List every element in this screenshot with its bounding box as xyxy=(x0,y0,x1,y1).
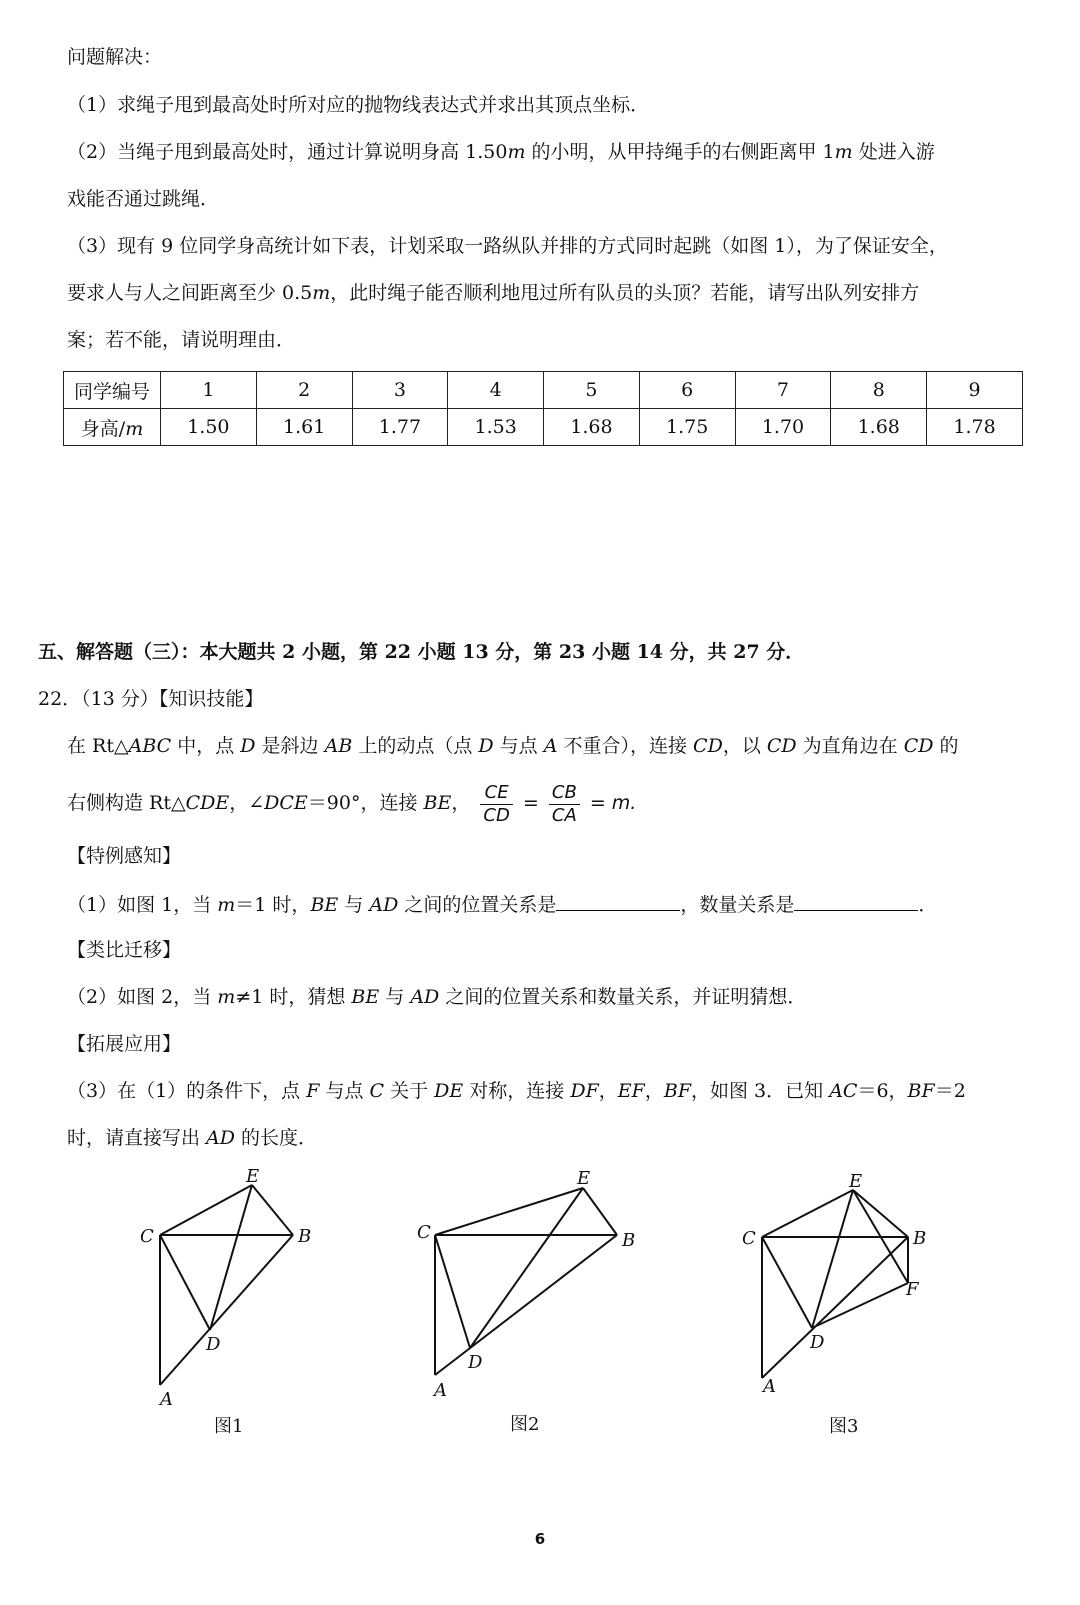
text-run: 为直角边在 xyxy=(796,735,904,757)
table-cell: 1.68 xyxy=(544,409,640,446)
segment-cd xyxy=(160,1235,210,1330)
analogy-title: 【类比迁移】 xyxy=(67,939,182,961)
text-run: 与 xyxy=(379,986,411,1008)
segment-ce xyxy=(435,1188,583,1235)
segment-ab xyxy=(435,1235,617,1375)
text-run: ， xyxy=(644,1080,664,1102)
text-run: 的长度． xyxy=(235,1127,318,1149)
label-a: A xyxy=(434,1380,447,1401)
question-2-line1: （2）当绳子甩到最高处时，通过计算说明身高 1.50m 的小明，从甲持绳手的右侧距离甲 1m 处进入游 xyxy=(67,141,935,163)
math-symbol: CD xyxy=(903,735,934,757)
label-e: E xyxy=(849,1171,863,1192)
label-a: A xyxy=(160,1389,173,1410)
math-symbol: ABC xyxy=(128,735,172,757)
text-run: 是斜边 xyxy=(255,735,325,757)
label-a: A xyxy=(763,1376,776,1397)
segment-ab xyxy=(160,1235,293,1385)
math-symbol: AD xyxy=(206,1127,236,1149)
figure-2 xyxy=(435,1188,617,1375)
answer-blank-1 xyxy=(556,890,680,911)
text-run: ≠1 时，猜想 xyxy=(235,986,352,1008)
table-header-label: 同学编号 xyxy=(64,372,161,409)
label-d: D xyxy=(810,1332,825,1353)
text-run: ，如图 3．已知 xyxy=(691,1080,830,1102)
answer-blank-2 xyxy=(794,890,918,911)
problem-solving-heading: 问题解决： xyxy=(67,46,163,68)
table-cell: 1.53 xyxy=(448,409,544,446)
figures xyxy=(0,1160,1080,1460)
text-run: 与点 xyxy=(319,1080,370,1102)
table-cell: 3 xyxy=(352,372,448,409)
math-symbol: BF xyxy=(663,1080,692,1102)
math-symbol: A xyxy=(543,735,558,757)
text-run: ＝1 时， xyxy=(235,894,311,916)
segment-de xyxy=(470,1188,583,1348)
table-cell: 7 xyxy=(735,372,831,409)
math-symbol: D xyxy=(478,735,494,757)
table-cell: 1 xyxy=(161,372,257,409)
table-cell: 4 xyxy=(448,372,544,409)
figure-1-caption: 图1 xyxy=(214,1416,244,1437)
page-number: 6 xyxy=(534,1530,546,1548)
table-cell: 5 xyxy=(544,372,640,409)
segment-de xyxy=(210,1185,252,1330)
special-perception-title: 【特例感知】 xyxy=(67,845,182,867)
text-run: ＝90°，连接 xyxy=(307,792,424,814)
math-symbol: m xyxy=(217,986,236,1008)
label-c: C xyxy=(417,1222,431,1243)
text-run: 右侧构造 Rt△ xyxy=(67,792,186,814)
segment-ab xyxy=(762,1237,908,1378)
text-run: （2）如图 2，当 xyxy=(67,986,218,1008)
math-symbol: C xyxy=(369,1080,385,1102)
question-1: （1）求绳子甩到最高处时所对应的抛物线表达式并求出其顶点坐标． xyxy=(67,94,650,116)
figure-2-caption: 图2 xyxy=(510,1414,540,1435)
q22-line2: 右侧构造 Rt△CDE，∠DCE＝90°，连接 BE， $\frac{CE}{CD}$ = $\frac{CB}{CA}$ = m. xyxy=(67,781,637,826)
question-3-line3: 案；若不能，请说明理由． xyxy=(67,329,296,351)
figure-1 xyxy=(160,1185,293,1385)
math-symbol: DCE xyxy=(264,792,308,814)
fraction-ce-cd: $\frac{CE}{CD}$ xyxy=(480,782,512,827)
question-3-line2: 要求人与人之间距离至少 0.5m，此时绳子能否顺利地甩过所有队员的头顶？若能，请写出队列安排方 xyxy=(67,282,920,304)
label-f: F xyxy=(906,1279,919,1300)
math-symbol: D xyxy=(240,735,256,757)
segment-de xyxy=(812,1190,853,1328)
math-symbol: AD xyxy=(410,986,440,1008)
math-symbol: AD xyxy=(369,894,399,916)
label-c: C xyxy=(140,1226,154,1247)
q22-part2 xyxy=(67,984,806,1010)
text-run: 关于 xyxy=(384,1080,435,1102)
math-symbol: CDE xyxy=(185,792,230,814)
math-symbol: BE xyxy=(423,792,452,814)
math-symbol: DE xyxy=(434,1080,464,1102)
segment-eb xyxy=(583,1188,617,1235)
text-run: ＝6， xyxy=(857,1080,908,1102)
label-c: C xyxy=(742,1228,756,1249)
figure-1-labels xyxy=(140,1166,311,1437)
q22-part3-line1 xyxy=(67,1078,966,1104)
text-run: ，∠ xyxy=(229,792,265,814)
label-e: E xyxy=(246,1166,260,1187)
math-symbol: AC xyxy=(829,1080,858,1102)
math-symbol: CD xyxy=(766,735,797,757)
q22-header: 22．（13 分）【知识技能】 xyxy=(38,688,264,710)
section-5-title: 五、解答题（三）：本大题共 2 小题，第 22 小题 13 分，第 23 小题 14 分，共 27 分． xyxy=(38,641,805,663)
figure-3-labels xyxy=(742,1171,926,1437)
table-cell: 8 xyxy=(831,372,927,409)
math-symbol: BE xyxy=(310,894,339,916)
figure-3 xyxy=(762,1190,908,1378)
table-row-heights xyxy=(64,409,1023,446)
math-symbol: BF xyxy=(907,1080,935,1102)
table-cell: 1.50 xyxy=(161,409,257,446)
question-3-line1: （3）现有 9 位同学身高统计如下表，计划采取一路纵队并排的方式同时起跳（如图 1），为了保证安全， xyxy=(67,235,948,257)
label-d: D xyxy=(206,1334,221,1355)
table-row-numbers xyxy=(64,372,1023,409)
table-cell: 9 xyxy=(927,372,1023,409)
text-run: （1）如图 1，当 xyxy=(67,894,218,916)
math-symbol: DF xyxy=(570,1080,599,1102)
math-symbol: EF xyxy=(617,1080,645,1102)
math-symbol: F xyxy=(306,1080,320,1102)
segment-cd xyxy=(762,1237,812,1328)
q22-part1: （1）如图 1，当 m＝1 时，BE 与 AD 之间的位置关系是 ，数量关系是 ． xyxy=(67,890,937,918)
label-d: D xyxy=(468,1352,483,1373)
figure-2-labels xyxy=(417,1168,635,1435)
text-run: ， xyxy=(598,1080,618,1102)
table-cell: 1.77 xyxy=(352,409,448,446)
extension-title: 【拓展应用】 xyxy=(67,1033,182,1055)
table-cell: 6 xyxy=(639,372,735,409)
table-cell: 1.68 xyxy=(831,409,927,446)
text-run: 的 xyxy=(933,735,959,757)
segment-eb xyxy=(853,1190,908,1237)
text-run: 在 Rt△ xyxy=(67,735,129,757)
segment-eb xyxy=(252,1185,293,1235)
q22-part3-line2 xyxy=(67,1125,317,1151)
segment-df xyxy=(812,1283,908,1328)
label-b: B xyxy=(298,1226,312,1247)
label-e: E xyxy=(577,1168,591,1189)
text-run: ，以 xyxy=(722,735,767,757)
table-cell: 1.70 xyxy=(735,409,831,446)
text-run: 不重合），连接 xyxy=(557,735,694,757)
text-run: 对称，连接 xyxy=(463,1080,571,1102)
segment-cd xyxy=(435,1235,470,1348)
q22-line1 xyxy=(67,733,959,759)
text-run: 时，请直接写出 xyxy=(67,1127,207,1149)
figure-3-caption: 图3 xyxy=(829,1416,859,1437)
math-symbol: m xyxy=(217,894,236,916)
text-run: 之间的位置关系和数量关系，并证明猜想． xyxy=(439,986,807,1008)
segment-ce xyxy=(160,1185,252,1235)
text-run: 与 xyxy=(338,894,370,916)
math-symbol: BE xyxy=(351,986,380,1008)
question-2-line2: 戏能否通过跳绳． xyxy=(67,188,220,210)
math-symbol: CD xyxy=(693,735,723,757)
height-table xyxy=(63,371,1023,446)
segment-ce xyxy=(762,1190,853,1237)
math-symbol: AB xyxy=(324,735,353,757)
table-cell: 1.61 xyxy=(256,409,352,446)
text-run: 之间的位置关系是 xyxy=(398,894,557,916)
fraction-cb-ca: $\frac{CB}{CA}$ xyxy=(549,782,580,827)
label-b: B xyxy=(913,1228,927,1249)
text-run: （3）在（1）的条件下，点 xyxy=(67,1080,307,1102)
table-cell: 1.78 xyxy=(927,409,1023,446)
text-run: ， xyxy=(451,792,471,814)
table-row-label: 身高/m xyxy=(64,409,161,446)
label-b: B xyxy=(622,1230,636,1251)
text-run: 与点 xyxy=(493,735,544,757)
text-run: 上的动点（点 xyxy=(352,735,479,757)
text-run: 中，点 xyxy=(171,735,241,757)
table-cell: 2 xyxy=(256,372,352,409)
table-cell: 1.75 xyxy=(639,409,735,446)
text-run: ＝2 xyxy=(934,1080,966,1102)
